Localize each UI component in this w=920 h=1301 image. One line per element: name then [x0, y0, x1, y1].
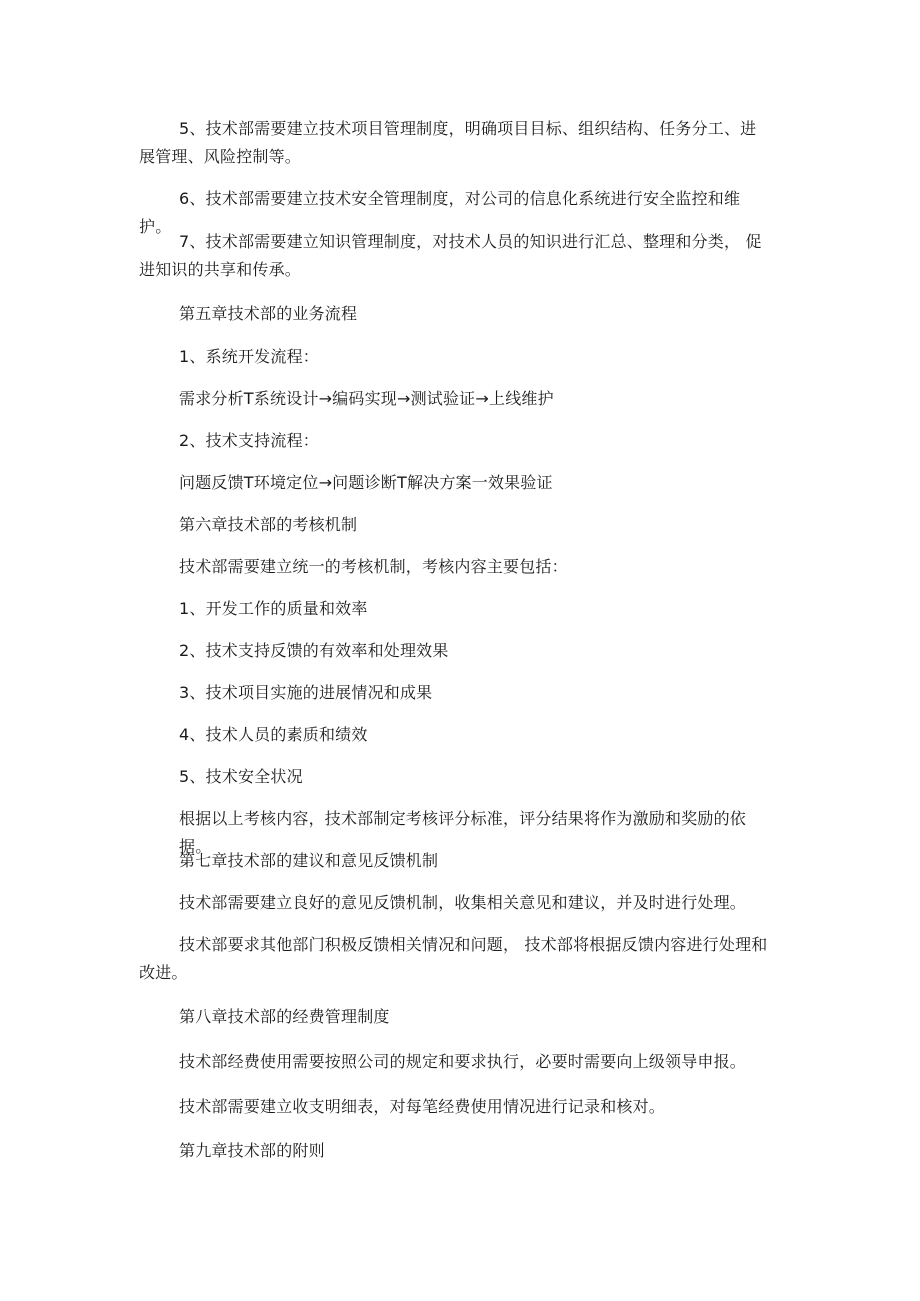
- feedback-paragraph-2: 技术部要求其他部门积极反馈相关情况和问题， 技术部将根据反馈内容进行处理和改进。: [139, 935, 768, 982]
- paragraph-item-6: 6、技术部需要建立技术安全管理制度，对公司的信息化系统进行安全监控和维护。: [139, 189, 741, 236]
- chapter-9-heading: 第九章技术部的附则: [179, 1141, 325, 1160]
- assessment-item-4: 4、技术人员的素质和绩效: [179, 725, 368, 744]
- assessment-item-2: 2、技术支持反馈的有效率和处理效果: [179, 641, 449, 660]
- paragraph-item-7: 7、技术部需要建立知识管理制度，对技术人员的知识进行汇总、整理和分类， 促进知识的共享和传承。: [139, 232, 762, 279]
- chapter-8-heading: 第八章技术部的经费管理制度: [179, 1007, 390, 1026]
- paragraph-item-5: 5、技术部需要建立技术项目管理制度，明确项目目标、组织结构、任务分工、进展管理、风险控制等。: [139, 119, 757, 166]
- assessment-item-3: 3、技术项目实施的进展情况和成果: [179, 683, 433, 702]
- assessment-item-5: 5、技术安全状况: [179, 767, 303, 786]
- assessment-item-1: 1、开发工作的质量和效率: [179, 599, 368, 618]
- chapter-6-heading: 第六章技术部的考核机制: [179, 515, 358, 534]
- assessment-intro: 技术部需要建立统一的考核机制，考核内容主要包括：: [179, 557, 568, 576]
- feedback-paragraph-1: 技术部需要建立良好的意见反馈机制，收集相关意见和建议，并及时进行处理。: [179, 893, 747, 912]
- chapter-5-heading: 第五章技术部的业务流程: [179, 304, 358, 323]
- funding-paragraph-1: 技术部经费使用需要按照公司的规定和要求执行，必要时需要向上级领导申报。: [179, 1052, 747, 1071]
- dev-process-steps: 需求分析T系统设计→编码实现→测试验证→上线维护: [179, 389, 554, 408]
- assessment-conclusion: 根据以上考核内容，技术部制定考核评分标准，评分结果将作为激励和奖励的依据。: [179, 809, 747, 856]
- support-process-steps: 问题反馈T环境定位→问题诊断T解决方案一效果验证: [179, 473, 553, 492]
- funding-paragraph-2: 技术部需要建立收支明细表，对每笔经费使用情况进行记录和核对。: [179, 1097, 666, 1116]
- support-process-label: 2、技术支持流程：: [179, 431, 319, 450]
- chapter-7-heading: 第七章技术部的建议和意见反馈机制: [179, 851, 439, 870]
- dev-process-label: 1、系统开发流程：: [179, 347, 319, 366]
